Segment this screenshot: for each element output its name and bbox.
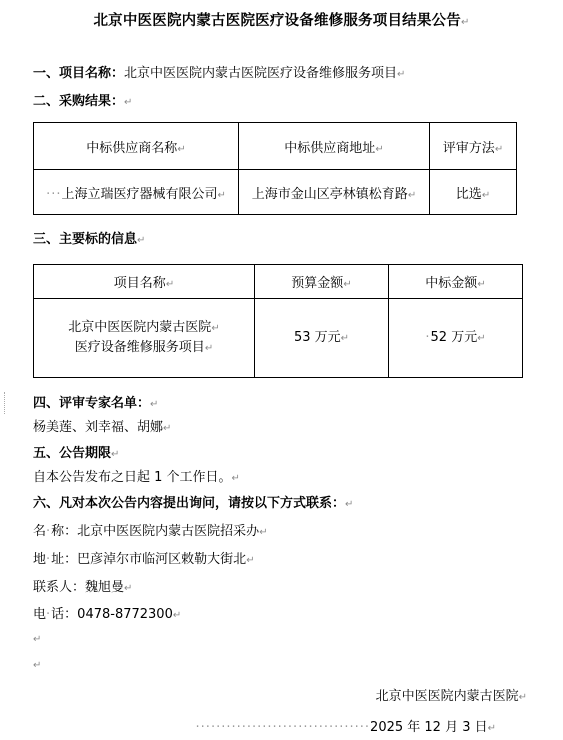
contact-address-line: [33, 548, 255, 567]
paragraph-mark: ↵: [340, 333, 350, 344]
header-review-method: [430, 123, 517, 170]
label-text: 名: [33, 524, 47, 539]
signature-org-text: 北京中医医院内蒙古医院: [375, 689, 519, 704]
cell-text: 医疗设备维修服务项目: [74, 340, 205, 355]
label-text: 地: [33, 552, 47, 567]
paragraph-mark: ↵: [137, 235, 146, 246]
paragraph-mark: ↵: [150, 399, 159, 410]
leader-dots: ·: [46, 607, 52, 622]
header-supplier-address: [239, 123, 430, 170]
section-1-label: 一、项目名称：: [33, 66, 125, 81]
header-text: 评审方法: [442, 140, 495, 156]
project-name-line-2: [34, 338, 254, 358]
margin-marker: [4, 392, 7, 414]
procurement-result-table: [33, 122, 517, 215]
section-6-label: 六、凡对本次公告内容提出询问，请按以下方式联系：: [33, 496, 346, 511]
leader-dots: ·: [425, 330, 431, 345]
cell-text: 53 万元: [293, 330, 341, 345]
section-6-heading: [33, 492, 353, 511]
header-text: 中标供应商地址: [284, 140, 376, 156]
section-5-heading: [33, 442, 119, 461]
section-3-label: 三、主要标的信息: [33, 232, 138, 247]
label-text: 电: [33, 607, 47, 622]
paragraph-mark: ↵: [124, 97, 133, 108]
paragraph-mark: ↵: [246, 555, 255, 566]
paragraph-mark: ↵: [172, 610, 182, 621]
paragraph-mark: ↵: [477, 333, 486, 344]
empty-paragraph: ↵: [33, 660, 42, 671]
paragraph-mark: ↵: [345, 499, 354, 510]
cell-text: 上海立瑞医疗器械有限公司: [61, 186, 218, 202]
contact-person: 魏旭曼: [85, 580, 125, 595]
table-row: [34, 299, 523, 378]
paragraph-mark: ↵: [177, 143, 186, 155]
cell-project-name: [34, 299, 255, 378]
leader-dots: ··································: [195, 720, 371, 735]
notice-period: [33, 466, 240, 485]
project-name-value: 北京中医医院内蒙古医院医疗设备维修服务项目: [124, 66, 398, 81]
section-3-heading: [33, 228, 145, 247]
table-header-row: [34, 265, 523, 299]
contact-phone: 0478-8772300: [77, 607, 173, 622]
paragraph-mark: ↵: [494, 143, 504, 155]
contact-address: 巴彦淖尔市临河区敕勒大街北: [77, 552, 247, 567]
paragraph-mark: ↵: [111, 449, 120, 460]
header-text: 中标金额: [425, 276, 478, 291]
cell-text: 比选: [455, 186, 482, 202]
contact-org: 北京中医医院内蒙古医院招采办: [77, 524, 260, 539]
paragraph-mark: ↵: [481, 189, 491, 201]
leader-dots: ···: [46, 186, 62, 202]
cell-supplier-address: [239, 170, 430, 215]
section-2-label: 二、采购结果：: [33, 94, 125, 109]
paragraph-mark: ↵: [217, 189, 226, 201]
empty-paragraph: ↵: [33, 634, 42, 645]
label-text: 联系人：: [33, 580, 86, 595]
paragraph-mark: ↵: [163, 423, 172, 434]
section-2-heading: [33, 90, 132, 109]
signature-org: [376, 685, 527, 704]
header-budget: [255, 265, 389, 299]
paragraph-mark: ↵: [375, 143, 384, 155]
paragraph-mark: ↵: [343, 279, 352, 290]
expert-list: [33, 416, 171, 435]
leader-dots: ·: [46, 552, 52, 567]
paragraph-mark: ↵: [211, 323, 220, 334]
cell-text: 52 万元: [430, 330, 478, 345]
paragraph-mark: ↵: [165, 279, 175, 290]
section-5-label: 五、公告期限: [33, 446, 112, 461]
paragraph-mark: ↵: [518, 692, 527, 703]
header-text: 中标供应商名称: [86, 140, 178, 156]
paragraph-mark: ↵: [204, 343, 214, 354]
header-text: 项目名称: [113, 276, 166, 291]
paragraph-mark: ↵: [407, 189, 417, 201]
contact-phone-line: [33, 603, 181, 622]
section-4-heading: [33, 392, 158, 411]
cell-review-method: [430, 170, 517, 215]
cell-text: 北京中医医院内蒙古医院: [68, 320, 212, 335]
paragraph-mark: ↵: [231, 473, 240, 484]
paragraph-mark: ↵: [124, 583, 133, 594]
header-text: 预算金额: [291, 276, 344, 291]
cell-supplier-name: [34, 170, 239, 215]
paragraph-mark: ↵: [259, 527, 268, 538]
target-info-table: [33, 264, 523, 378]
cell-text: 上海市金山区亭林镇松育路: [251, 186, 408, 202]
section-4-label: 四、评审专家名单：: [33, 396, 151, 411]
contact-name-line: [33, 520, 268, 539]
table-row: [34, 170, 517, 215]
expert-names: 杨美莲、刘幸福、胡娜: [33, 420, 164, 435]
page-title: [0, 9, 563, 30]
paragraph-mark: ↵: [487, 723, 496, 734]
cell-award: [389, 299, 523, 378]
label-text: 称：: [51, 524, 78, 539]
paragraph-mark: ↵: [397, 69, 406, 80]
project-name-line: [33, 62, 405, 81]
title-text: 北京中医医院内蒙古医院医疗设备维修服务项目结果公告: [93, 13, 461, 29]
cell-budget: [255, 299, 389, 378]
leader-dots: ·: [46, 524, 52, 539]
signature-date: [100, 716, 496, 735]
paragraph-mark: ↵: [477, 279, 486, 290]
contact-person-line: [33, 576, 132, 595]
project-name-line-1: [34, 318, 254, 338]
label-text: 址：: [51, 552, 78, 567]
table-header-row: [34, 123, 517, 170]
notice-period-value: 自本公告发布之日起 1 个工作日。: [33, 470, 232, 485]
header-award: [389, 265, 523, 299]
paragraph-mark: ↵: [460, 17, 470, 28]
header-supplier-name: [34, 123, 239, 170]
signature-date-text: 2025 年 12 月 3 日: [370, 720, 488, 735]
header-project-name: [34, 265, 255, 299]
label-text: 话：: [51, 607, 78, 622]
